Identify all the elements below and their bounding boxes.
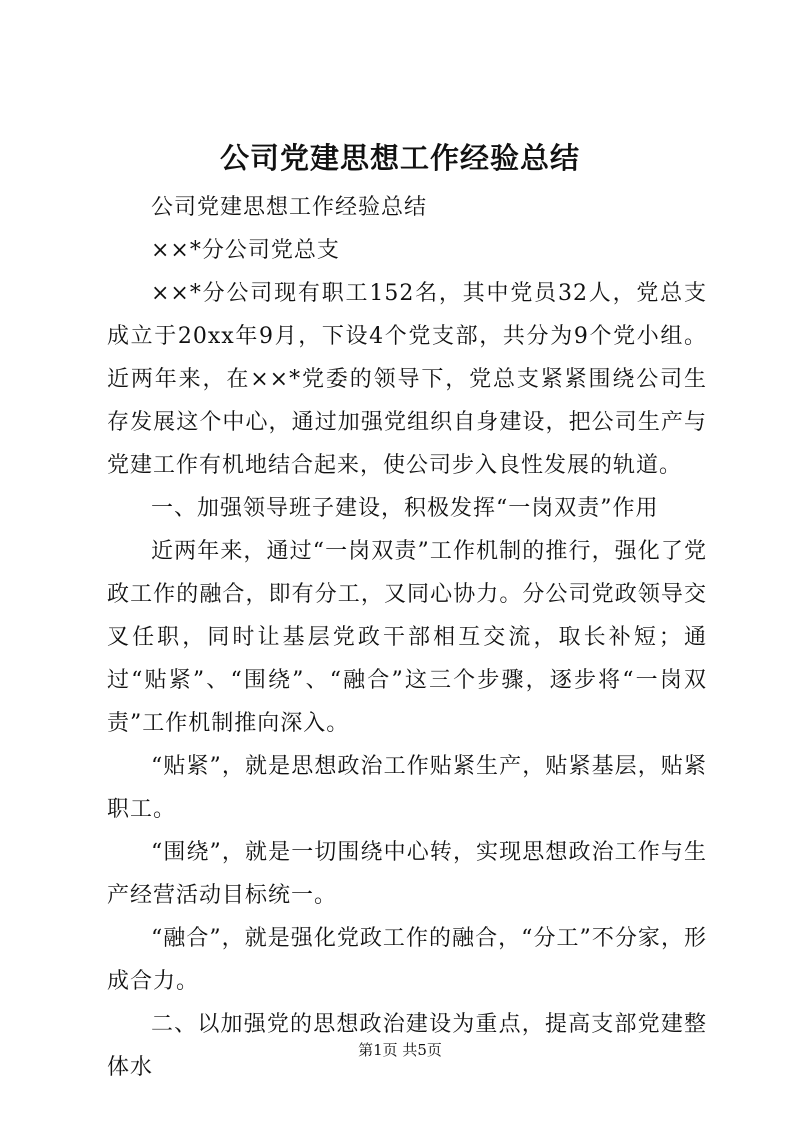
paragraph-weirao: “围绕”，就是一切围绕中心转，实现思想政治工作与生产经营活动目标统一。 (107, 840, 707, 908)
section-heading-1: 一、加强领导班子建设，积极发挥“一岗双责”作用 (151, 496, 659, 521)
paragraph-tiejin: “贴紧”，就是思想政治工作贴紧生产，贴紧基层，贴紧职工。 (107, 754, 707, 822)
document-body (107, 186, 707, 1089)
paragraph-section-1: 近两年来，通过“一岗双责”工作机制的推行，强化了党政工作的融合，即有分工，又同心协力。分公司党政领导交叉任职，同时让基层党政干部相互交流，取长补短；通过“贴紧”、“围绕”、“融合”这三个步骤，逐步将“一岗双责”工作机制推向深入。 (107, 539, 707, 736)
paragraph-subtitle: 公司党建思想工作经验总结 (151, 195, 428, 220)
document-title: 公司党建思想工作经验总结 (219, 141, 580, 175)
paragraph-ronghe: “融合”，就是强化党政工作的融合，“分工”不分家，形成合力。 (107, 926, 707, 994)
page-number-footer: 第1页 共5页 (358, 1041, 442, 1059)
paragraph-intro: ××*分公司现有职工152名，其中党员32人，党总支成立于20xx年9月，下设4个党支部，共分为9个党小组。近两年来，在××*党委的领导下，党总支紧紧围绕公司生存发展这个中心，通过加强党组织自身建设，把公司生产与党建工作有机地结合起来，使公司步入良性发展的轨道。 (107, 281, 707, 478)
paragraph-author: ××*分公司党总支 (151, 238, 340, 263)
section-heading-2: 二、以加强党的思想政治建设为重点，提高支部党建整体水 (107, 1012, 707, 1080)
